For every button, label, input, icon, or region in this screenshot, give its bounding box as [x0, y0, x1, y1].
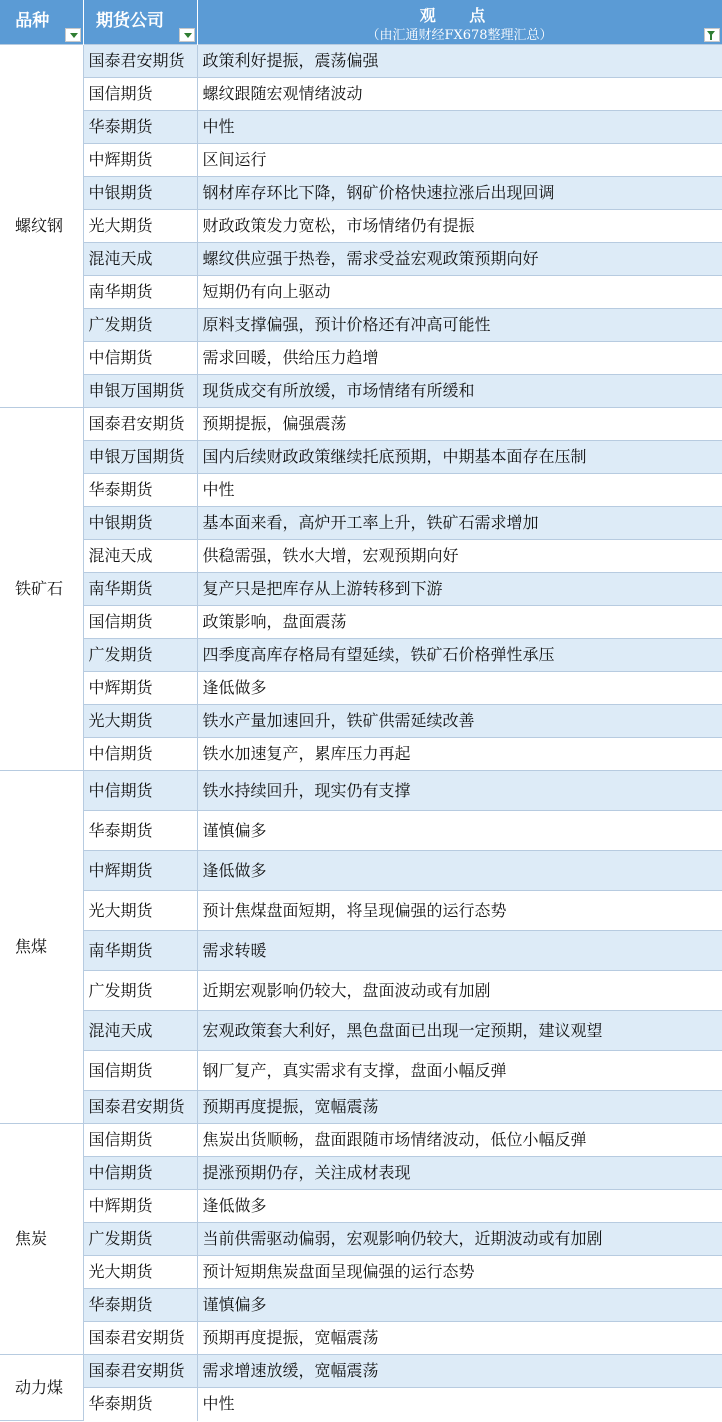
table-row: [0, 210, 722, 243]
view-cell[interactable]: 中性: [197, 474, 722, 507]
table-row: [0, 811, 722, 851]
filter-active-icon[interactable]: [704, 28, 720, 42]
table-row: [0, 705, 722, 738]
company-cell[interactable]: 光大期货: [83, 210, 197, 243]
company-cell[interactable]: 申银万国期货: [83, 441, 197, 474]
company-cell[interactable]: 中银期货: [83, 507, 197, 540]
company-cell[interactable]: 华泰期货: [83, 1289, 197, 1322]
view-cell[interactable]: 螺纹跟随宏观情绪波动: [197, 78, 722, 111]
header-view-title: 观 点: [419, 6, 500, 25]
view-cell[interactable]: 逢低做多: [197, 1190, 722, 1223]
view-cell[interactable]: 需求增速放缓，宽幅震荡: [197, 1355, 722, 1388]
company-cell[interactable]: 广发期货: [83, 309, 197, 342]
view-cell[interactable]: 逢低做多: [197, 851, 722, 891]
table-row: [0, 408, 722, 441]
table-row: [0, 243, 722, 276]
table-row: [0, 1011, 722, 1051]
view-cell[interactable]: 政策影响，盘面震荡: [197, 606, 722, 639]
table-row: [0, 1190, 722, 1223]
table-row: [0, 851, 722, 891]
company-cell[interactable]: 南华期货: [83, 931, 197, 971]
view-cell[interactable]: 钢材库存环比下降，钢矿价格快速拉涨后出现回调: [197, 177, 722, 210]
variety-cell[interactable]: 动力煤: [0, 1355, 83, 1421]
table-row: [0, 276, 722, 309]
view-cell[interactable]: 预期提振，偏强震荡: [197, 408, 722, 441]
table-row: [0, 573, 722, 606]
view-cell[interactable]: 预计焦煤盘面短期，将呈现偏强的运行态势: [197, 891, 722, 931]
view-cell[interactable]: 预期再度提振，宽幅震荡: [197, 1091, 722, 1124]
filter-dropdown-icon[interactable]: [179, 28, 195, 42]
view-cell[interactable]: 焦炭出货顺畅，盘面跟随市场情绪波动，低位小幅反弹: [197, 1124, 722, 1157]
company-cell[interactable]: 国信期货: [83, 78, 197, 111]
table-row: [0, 1355, 722, 1388]
view-cell[interactable]: 当前供需驱动偏弱，宏观影响仍较大，近期波动或有加剧: [197, 1223, 722, 1256]
company-cell[interactable]: 光大期货: [83, 1256, 197, 1289]
table-row: [0, 606, 722, 639]
table-row: [0, 891, 722, 931]
header-view: [197, 0, 722, 45]
company-cell[interactable]: 混沌天成: [83, 540, 197, 573]
variety-cell[interactable]: 焦煤: [0, 771, 83, 1124]
company-cell[interactable]: 中银期货: [83, 177, 197, 210]
company-cell[interactable]: 广发期货: [83, 639, 197, 672]
table-row: [0, 78, 722, 111]
company-cell[interactable]: 中信期货: [83, 1157, 197, 1190]
table-row: [0, 639, 722, 672]
company-cell[interactable]: 华泰期货: [83, 1388, 197, 1421]
view-cell[interactable]: 现货成交有所放缓，市场情绪有所缓和: [197, 375, 722, 408]
company-cell[interactable]: 国泰君安期货: [83, 1091, 197, 1124]
table-row: [0, 342, 722, 375]
view-cell[interactable]: 螺纹供应强于热卷，需求受益宏观政策预期向好: [197, 243, 722, 276]
company-cell[interactable]: 华泰期货: [83, 474, 197, 507]
table-row: [0, 1322, 722, 1355]
company-cell[interactable]: 光大期货: [83, 891, 197, 931]
view-cell[interactable]: 近期宏观影响仍较大，盘面波动或有加剧: [197, 971, 722, 1011]
table-row: [0, 1388, 722, 1421]
header-company: [83, 0, 197, 45]
variety-cell[interactable]: 螺纹钢: [0, 45, 83, 408]
header-variety: [0, 0, 83, 45]
company-cell[interactable]: 混沌天成: [83, 1011, 197, 1051]
header-view-subtitle: （由汇通财经FX678整理汇总）: [366, 28, 553, 43]
table-row: [0, 1157, 722, 1190]
view-cell[interactable]: 逢低做多: [197, 672, 722, 705]
table-row: [0, 931, 722, 971]
header-variety-label: 品种: [15, 11, 50, 31]
view-cell[interactable]: 区间运行: [197, 144, 722, 177]
view-cell[interactable]: 中性: [197, 111, 722, 144]
view-cell[interactable]: 中性: [197, 1388, 722, 1421]
company-cell[interactable]: 中辉期货: [83, 1190, 197, 1223]
view-cell[interactable]: 宏观政策套大利好，黑色盘面已出现一定预期，建议观望: [197, 1011, 722, 1051]
variety-cell[interactable]: 焦炭: [0, 1124, 83, 1355]
company-cell[interactable]: 广发期货: [83, 1223, 197, 1256]
view-cell[interactable]: 铁水加速复产，累库压力再起: [197, 738, 722, 771]
table-row: [0, 111, 722, 144]
table-row: [0, 1223, 722, 1256]
company-cell[interactable]: 中辉期货: [83, 144, 197, 177]
table-row: [0, 441, 722, 474]
table-row: [0, 474, 722, 507]
header-row: [0, 0, 722, 45]
view-cell[interactable]: 需求回暖，供给压力趋增: [197, 342, 722, 375]
company-cell[interactable]: 国泰君安期货: [83, 45, 197, 78]
table-row: [0, 375, 722, 408]
company-cell[interactable]: 中辉期货: [83, 851, 197, 891]
view-cell[interactable]: 国内后续财政政策继续托底预期，中期基本面存在压制: [197, 441, 722, 474]
view-cell[interactable]: 铁水持续回升，现实仍有支撑: [197, 771, 722, 811]
header-company-label: 期货公司: [96, 11, 164, 31]
view-cell[interactable]: 四季度高库存格局有望延续，铁矿石价格弹性承压: [197, 639, 722, 672]
company-cell[interactable]: 国泰君安期货: [83, 1355, 197, 1388]
table-body: [0, 45, 722, 1421]
table-row: [0, 971, 722, 1011]
table-row: [0, 771, 722, 811]
table-row: [0, 507, 722, 540]
table-row: [0, 1051, 722, 1091]
company-cell[interactable]: 中信期货: [83, 771, 197, 811]
company-cell[interactable]: 国信期货: [83, 1051, 197, 1091]
view-cell[interactable]: 需求转暖: [197, 931, 722, 971]
table-row: [0, 144, 722, 177]
company-cell[interactable]: 光大期货: [83, 705, 197, 738]
variety-cell[interactable]: 铁矿石: [0, 408, 83, 771]
view-cell[interactable]: 短期仍有向上驱动: [197, 276, 722, 309]
view-cell[interactable]: 铁水产量加速回升，铁矿供需延续改善: [197, 705, 722, 738]
company-cell[interactable]: 国泰君安期货: [83, 1322, 197, 1355]
table-row: [0, 1256, 722, 1289]
company-cell[interactable]: 中辉期货: [83, 672, 197, 705]
company-cell[interactable]: 广发期货: [83, 971, 197, 1011]
company-cell[interactable]: 中信期货: [83, 342, 197, 375]
view-cell[interactable]: 预期再度提振，宽幅震荡: [197, 1322, 722, 1355]
table-row: [0, 1091, 722, 1124]
company-cell[interactable]: 国信期货: [83, 606, 197, 639]
view-cell[interactable]: 复产只是把库存从上游转移到下游: [197, 573, 722, 606]
table-row: [0, 45, 722, 78]
company-cell[interactable]: 华泰期货: [83, 811, 197, 851]
view-cell[interactable]: 预计短期焦炭盘面呈现偏强的运行态势: [197, 1256, 722, 1289]
view-cell[interactable]: 提涨预期仍存，关注成材表现: [197, 1157, 722, 1190]
company-cell[interactable]: 申银万国期货: [83, 375, 197, 408]
table-row: [0, 1289, 722, 1322]
view-cell[interactable]: 钢厂复产，真实需求有支撑，盘面小幅反弹: [197, 1051, 722, 1091]
view-cell[interactable]: 谨慎偏多: [197, 811, 722, 851]
view-cell[interactable]: 政策利好提振，震荡偏强: [197, 45, 722, 78]
view-cell[interactable]: 谨慎偏多: [197, 1289, 722, 1322]
table-row: [0, 177, 722, 210]
view-cell[interactable]: 供稳需强，铁水大增，宏观预期向好: [197, 540, 722, 573]
table-row: [0, 309, 722, 342]
company-cell[interactable]: 国泰君安期货: [83, 408, 197, 441]
table-row: [0, 738, 722, 771]
company-cell[interactable]: 华泰期货: [83, 111, 197, 144]
company-cell[interactable]: 中信期货: [83, 738, 197, 771]
company-cell[interactable]: 南华期货: [83, 573, 197, 606]
filter-dropdown-icon[interactable]: [65, 28, 81, 42]
view-cell[interactable]: 财政政策发力宽松，市场情绪仍有提振: [197, 210, 722, 243]
company-cell[interactable]: 混沌天成: [83, 243, 197, 276]
company-cell[interactable]: 国信期货: [83, 1124, 197, 1157]
view-cell[interactable]: 原料支撑偏强，预计价格还有冲高可能性: [197, 309, 722, 342]
view-cell[interactable]: 基本面来看，高炉开工率上升，铁矿石需求增加: [197, 507, 722, 540]
table-row: [0, 1124, 722, 1157]
table-row: [0, 672, 722, 705]
table-row: [0, 540, 722, 573]
company-cell[interactable]: 南华期货: [83, 276, 197, 309]
